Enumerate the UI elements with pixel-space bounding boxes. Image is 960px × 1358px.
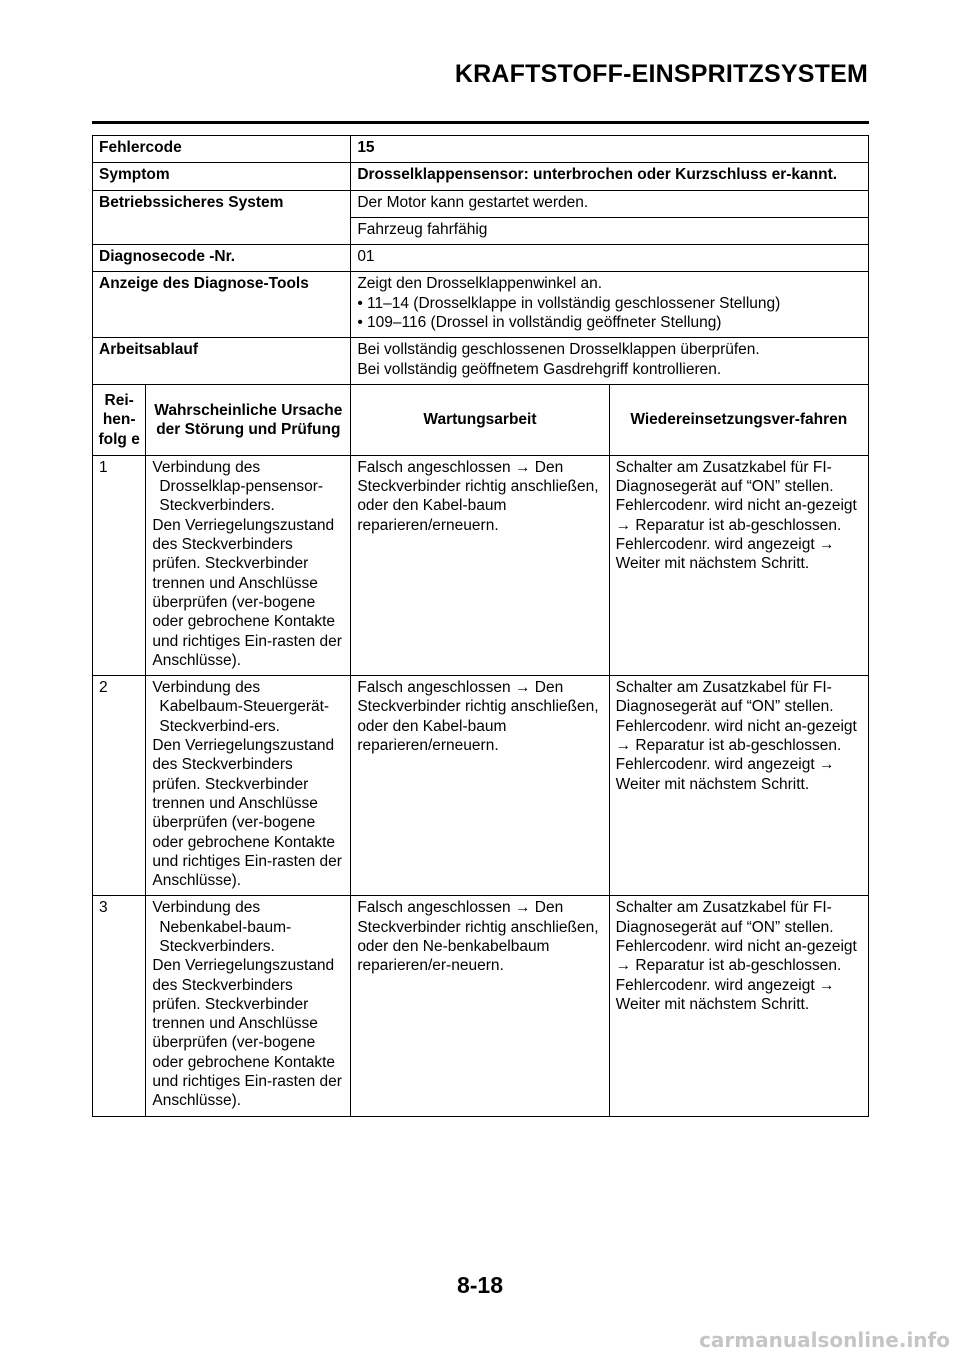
label-anzeige: Anzeige des Diagnose-Tools bbox=[93, 272, 351, 338]
step-ursache bbox=[146, 676, 351, 896]
value-betriebssicheres-2: Fahrzeug fahrfähig bbox=[351, 217, 869, 244]
row-arbeitsablauf bbox=[93, 338, 869, 385]
value-arbeitsablauf bbox=[351, 338, 869, 385]
step-ursache bbox=[146, 455, 351, 675]
column-header-ursache: Wahrscheinliche Ursache der Störung und Prüfung bbox=[146, 384, 351, 455]
label-arbeitsablauf: Arbeitsablauf bbox=[93, 338, 351, 385]
value-fehlercode: 15 bbox=[351, 136, 869, 163]
label-fehlercode: Fehlercode bbox=[93, 136, 351, 163]
label-betriebssicheres: Betriebssicheres System bbox=[93, 190, 351, 245]
watermark: carmanualsonline.info bbox=[699, 1328, 950, 1352]
wiedereinsetzung-line: Fehlercodenr. wird angezeigt → Weiter mit nächstem Schritt. bbox=[615, 756, 835, 793]
ursache-title: Verbindung des Drosselklap-pensensor-Steckverbinders. bbox=[152, 458, 324, 515]
wiedereinsetzung-line: Fehlercodenr. wird angezeigt → Weiter mit nächstem Schritt. bbox=[615, 536, 835, 573]
wiedereinsetzung-line: Fehlercodenr. wird nicht an-gezeigt → Reparatur ist ab-geschlossen. bbox=[615, 717, 857, 755]
column-header-reihenfolge: Rei-hen-folg e bbox=[93, 384, 146, 455]
ursache-check: Den Verriegelungszustand des Steckverbinders prüfen. Steckverbinder trennen und Anschlüsse überprüfen (ver-bogene oder gebrochene Kontakte und richtiges Ein-rasten der Anschlüsse). bbox=[152, 957, 342, 1110]
step-ursache bbox=[146, 896, 351, 1116]
page-number: 8-18 bbox=[456, 1272, 504, 1298]
wiedereinsetzung-line: Fehlercodenr. wird angezeigt → Weiter mit nächstem Schritt. bbox=[615, 976, 835, 1013]
ursache-title: Verbindung des Nebenkabel-baum-Steckverbinders. bbox=[152, 899, 292, 955]
header-rule bbox=[92, 121, 869, 124]
anzeige-line: Zeigt den Drosselklappenwinkel an. bbox=[357, 275, 603, 293]
ursache-check: Den Verriegelungszustand des Steckverbinders prüfen. Steckverbinder trennen und Anschlüsse überprüfen (ver-bogene oder gebrochene Kontakte und richtiges Ein-rasten der Anschlüsse). bbox=[152, 737, 342, 890]
wiedereinsetzung-line: Fehlercodenr. wird nicht an-gezeigt → Reparatur ist ab-geschlossen. bbox=[615, 937, 857, 975]
value-diagnosecode: 01 bbox=[351, 245, 869, 272]
step-wiedereinsetzung bbox=[609, 896, 868, 1116]
column-header-row bbox=[93, 384, 869, 455]
wiedereinsetzung-line: Schalter am Zusatzkabel für FI-Diagnosegerät auf “ON” stellen. bbox=[615, 899, 834, 936]
step-number: 3 bbox=[93, 896, 146, 1116]
arbeitsablauf-line: Bei vollständig geöffnetem Gasdrehgriff kontrollieren. bbox=[357, 360, 722, 378]
diagnosis-table bbox=[92, 135, 869, 1117]
wiedereinsetzung-line: Schalter am Zusatzkabel für FI-Diagnosegerät auf “ON” stellen. bbox=[615, 458, 834, 496]
step-wiedereinsetzung bbox=[609, 676, 868, 896]
step-wartung: Falsch angeschlossen → Den Steckverbinder richtig anschließen, oder den Ne-benkabelbaum reparieren/er-neuern. bbox=[351, 896, 609, 1116]
wiedereinsetzung-line: Fehlercodenr. wird nicht an-gezeigt → Reparatur ist ab-geschlossen. bbox=[615, 497, 857, 534]
anzeige-line: • 11–14 (Drosselklappe in vollständig geschlossener Stellung) bbox=[357, 294, 781, 312]
wiedereinsetzung-line: Schalter am Zusatzkabel für FI-Diagnosegerät auf “ON” stellen. bbox=[615, 679, 834, 716]
row-fehlercode bbox=[93, 136, 869, 163]
table-row bbox=[93, 676, 869, 896]
value-betriebssicheres-1: Der Motor kann gestartet werden. bbox=[351, 190, 869, 217]
table-row bbox=[93, 896, 869, 1116]
step-number: 1 bbox=[93, 455, 146, 675]
label-symptom: Symptom bbox=[93, 163, 351, 190]
column-header-wiedereinsetzung: Wiedereinsetzungsver-fahren bbox=[609, 384, 868, 455]
row-betriebssicheres-1 bbox=[93, 190, 869, 217]
value-symptom: Drosselklappensensor: unterbrochen oder Kurzschluss er-kannt. bbox=[351, 163, 869, 190]
page-title: KRAFTSTOFF-EINSPRITZSYSTEM bbox=[454, 60, 868, 88]
label-diagnosecode: Diagnosecode -Nr. bbox=[93, 245, 351, 272]
row-diagnosecode bbox=[93, 245, 869, 272]
column-header-wartung: Wartungsarbeit bbox=[351, 384, 609, 455]
step-wiedereinsetzung bbox=[609, 455, 868, 675]
row-symptom bbox=[93, 163, 869, 190]
row-anzeige bbox=[93, 272, 869, 338]
anzeige-line: • 109–116 (Drossel in vollständig geöffneter Stellung) bbox=[357, 314, 722, 332]
step-number: 2 bbox=[93, 676, 146, 896]
ursache-check: Den Verriegelungszustand des Steckverbinders prüfen. Steckverbinder trennen und Anschlüsse überprüfen (ver-bogene oder gebrochene Kontakte und richtiges Ein-rasten der Anschlüsse). bbox=[152, 516, 342, 669]
arbeitsablauf-line: Bei vollständig geschlossenen Drosselklappen überprüfen. bbox=[357, 341, 760, 359]
ursache-title: Verbindung des Kabelbaum-Steuergerät-Steckverbind-ers. bbox=[152, 679, 330, 735]
step-wartung: Falsch angeschlossen → Den Steckverbinder richtig anschließen, oder den Kabel-baum reparieren/erneuern. bbox=[351, 455, 609, 675]
step-wartung: Falsch angeschlossen → Den Steckverbinder richtig anschließen, oder den Kabel-baum reparieren/erneuern. bbox=[351, 676, 609, 896]
value-anzeige bbox=[351, 272, 869, 338]
table-row bbox=[93, 455, 869, 675]
